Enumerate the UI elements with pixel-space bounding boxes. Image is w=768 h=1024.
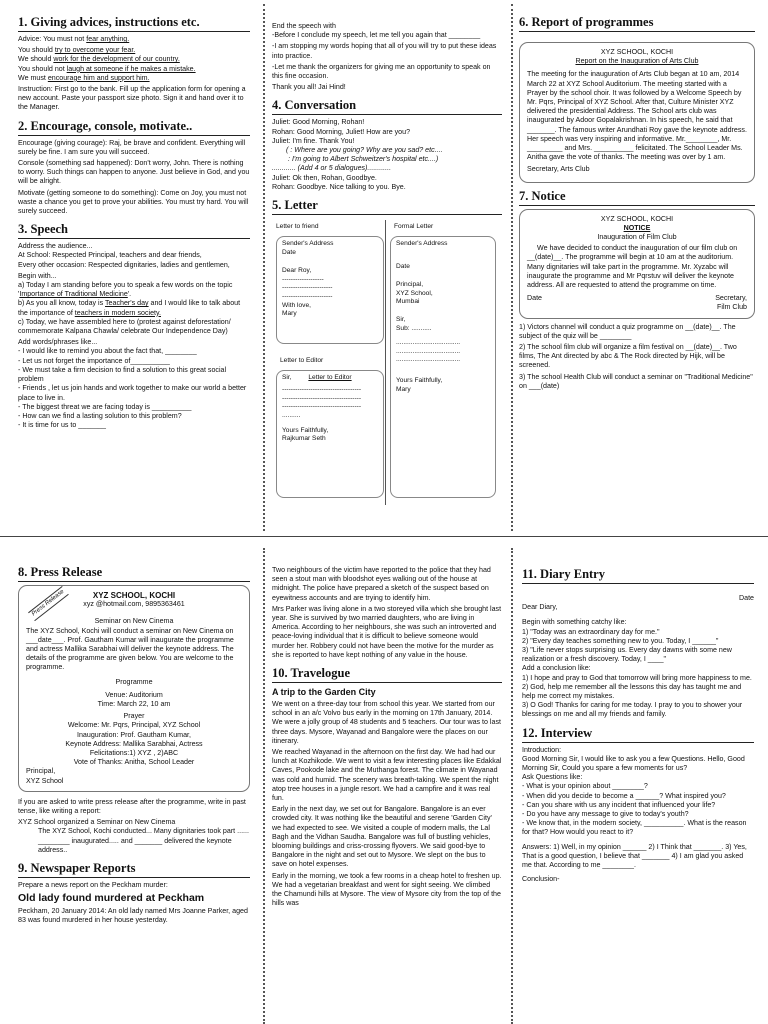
letter-formats [272, 218, 502, 508]
notice-signature: Secretary, Film Club [715, 294, 747, 312]
friend-letter-box [276, 236, 384, 344]
advice-line: We should work for the development of our country. [18, 55, 180, 64]
dialogue-line: : I'm going to Albert Schweitzer's hospital etc....) [288, 155, 439, 164]
notice-body: We have decided to conduct the inauguration of our film club on __(date)__. The programme will begin at 10 am at the auditorium. Many dignitaries will take part in the programme. Mr. Xyzabc will inaugurate the programme and Mr Pqrstuv will deliver the keynote address. All are requested to attend the programme on time. [527, 244, 738, 290]
section-title: 9. Newspaper Reports [18, 860, 250, 878]
paragraph: Ask Questions like: [522, 773, 583, 782]
press-signature: XYZ School [26, 776, 64, 785]
list-item: - Friends , let us join hands and work together to make our world a better place to live in. [18, 384, 247, 402]
paragraph: Begin with... [18, 271, 57, 280]
report-body: The meeting for the inauguration of Arts Club began at 10 am, 2014 March 22 at XYZ School Auditorium. The meeting started with a Prayer by the school choir. It was followed by a Welcome Speech by Mr. Pqrs, Principal of XYZ School. After that, Culture Minister XYZ delivered the presidential Address. The School arts club was inaugurated by Adoor Gopalakrishnan. In his speech, he said that _______. The famous writer Arundhati Roy gave the keynote address. Her speech was very inspiring and informative. Mr.________, Mr. _________ and Mrs. __________ felicitated. The School Leader Ms. Anitha gave the vote of thanks. The meeting was over by 1 am. [527, 70, 747, 162]
list-item: - I would like to remind you about the fact that, ________ [18, 347, 197, 356]
programme-item: Keynote Address: Mallika Sarabhai, Actress [65, 739, 203, 748]
list-item: 1) "Today was an extraordinary day for me." [522, 627, 660, 636]
advice-line: We must encourage him and support him. [18, 73, 150, 82]
list-item: 1) I hope and pray to God that tomorrow will bring more happiness to me. [522, 673, 752, 682]
column-divider [263, 4, 265, 531]
school-contact: xyz @hotmail.com, 9895363461 [83, 600, 185, 609]
letter-line: Yours Faithfully, [396, 376, 443, 384]
section-title: 3. Speech [18, 221, 250, 239]
advice-line: Advice: You must not fear anything. [18, 35, 130, 43]
letter-line: Mary [282, 310, 297, 318]
list-item: - We must take a firm decision to find a solution to this great social problem [18, 365, 227, 384]
letter-line: Letter to Editor [308, 373, 352, 381]
notice-heading: NOTICE [623, 223, 651, 232]
paragraph: XYZ School organized a Seminar on New Cinema [18, 818, 176, 827]
letter-line: Sender's Address [396, 240, 448, 248]
diary-greeting: Dear Diary, [522, 603, 558, 612]
section-title: 12. Interview [522, 725, 754, 743]
column-divider [263, 548, 265, 1024]
paragraph: The XYZ School, Kochi conducted... Many dignitaries took part ...... ________ inaugurated..... and _______ delivered the keynote address.. [38, 827, 249, 854]
paragraph: Add a conclusion like: [522, 664, 591, 673]
section-title: 2. Encourage, console, motivate.. [18, 118, 250, 136]
paragraph: -Before I conclude my speech, let me tell you again that ________ [272, 31, 481, 40]
letter-line: ------------------------------------ [282, 386, 362, 394]
paragraph: Console (something sad happened): Don't worry, John. There is nothing to worry. Such things can happen to anyone. Just believe in God, and you will be alright. [18, 159, 250, 186]
column-divider [511, 4, 513, 531]
list-item: - Let us not forget the importance of__________ [18, 356, 170, 365]
formal-letter-box [390, 236, 496, 498]
press-signature: Principal, [26, 767, 56, 776]
letter-line: ----------------------- [282, 293, 333, 301]
letter-line: ................................... [396, 356, 461, 364]
paragraph: Motivate (getting someone to do something): Come on Joy, you must not waste a chance you get to prove your abilities. You must try hard. You will surely succeed. [18, 188, 249, 216]
press-body: The XYZ School, Kochi will conduct a seminar on New Cinema on ___date___. Prof. Gautham Kumar will inaugurate the programme and actress Mallika Sarabhai will deliver the keynote address. The details of the programme are given below. You are welcome to the programme. [26, 626, 234, 672]
letter-line: With love, [282, 301, 311, 309]
letter-line: Dear Roy, [282, 267, 312, 275]
list-item: - When did you decide to become a ______? What inspired you? [522, 791, 726, 800]
notice-box [519, 209, 755, 319]
list-item: 3) "Life never stops surprising us. Every day dawns with some new realization or a fresh discovery. Today, I ____" [522, 646, 732, 664]
list-item: - How can we find a lasting solution to this problem? [18, 411, 182, 420]
letter-line: .......... [282, 412, 301, 420]
letter-line: XYZ School, [396, 289, 433, 297]
letter-line: Yours Faithfully, [282, 426, 329, 434]
dialogue-line: ............ (Add 4 or 5 dialogues)............ [272, 164, 392, 173]
news-body: Peckham, 20 January 2014: An old lady named Mrs Joanne Parker, aged 83 was found murdered in her house yesterday. [18, 907, 248, 925]
report-title: Report on the Inauguration of Arts Club [575, 57, 699, 66]
letter-line: ----------------------- [282, 284, 333, 292]
list-item: - It is time for us to _______ [18, 421, 106, 430]
letter-line: Sender's Address [282, 240, 334, 248]
programme-item: Venue: Auditorium [105, 690, 163, 699]
seminar-title: Seminar on New Cinema [94, 617, 174, 626]
advice-line: You should try to overcome your fear. [18, 46, 136, 55]
letter-line: Sub: ........... [396, 324, 432, 332]
editor-letter-box [276, 370, 384, 498]
dialogue-line: Juliet: Ok then, Rohan, Goodbye. [272, 173, 377, 182]
travelogue-paragraph: Early in the morning, we took a few rooms in a cheap hotel to freshen up. We had a vegetarian breakfast and went for sight seeing. We climbed the Chamundi hills at Mysore. The view of Mysore city from the top of the hills was [272, 871, 502, 908]
paragraph: If you are asked to write press release after the programme, write in past tense, like writing a report: [18, 797, 246, 816]
paragraph: Introduction: [522, 745, 562, 754]
notice-footer [527, 294, 747, 312]
dialogue-line: Rohan: Goodbye. Nice talking to you. Bye. [272, 182, 406, 191]
travelogue-paragraph: We went on a three-day tour from school this year. We started from our school in an a/c Volvo bus early in the morning on 17th January, 2014. We were a jolly group of 48 students and 5 teachers. Our tour was to last three days. Mysore, Wayanad and Bangalore were the places on our itinerary. [272, 700, 501, 745]
notice-example: 1) Victors channel will conduct a quiz programme on __(date)__. The subject of the quiz will be ________ [519, 322, 736, 340]
list-item: 2) "Every day teaches something new to you. Today, I ______" [522, 636, 719, 645]
paragraph: c) Today, we have assembled here to (protest against deforestation/ commemorate Kalpana Chawla/ celebrate Our Independence Day) [18, 317, 231, 336]
section-title: 8. Press Release [18, 564, 250, 582]
section-title: 7. Notice [519, 188, 755, 206]
programme-item: Prayer [123, 712, 145, 721]
paragraph: Address the audience... [18, 242, 93, 251]
letter-line: Rajkumar Seth [282, 435, 326, 443]
report-signature: Secretary, Arts Club [527, 165, 590, 174]
letter-line: Mumbai [396, 298, 420, 306]
paragraph: Begin with something catchy like: [522, 618, 627, 627]
letter-line: Sir, [396, 316, 406, 324]
letter-to-friend-label: Letter to friend [276, 223, 319, 231]
list-item: - The biggest threat we are facing today is __________ [18, 402, 192, 411]
section-title: 11. Diary Entry [522, 566, 754, 584]
school-name: XYZ SCHOOL, KOCHI [92, 591, 176, 600]
section-title: 1. Giving advices, instructions etc. [18, 14, 250, 32]
paragraph: Answers: 1) Well, in my opinion ______ 2) I Think that _______. 3) Yes, That is a good question, I believe that _______ 4) I am glad you asked me that. According to me ________. [522, 842, 747, 870]
top-right-column [519, 14, 755, 532]
letter-line: Mary [396, 385, 411, 393]
bottom-middle-column [272, 566, 502, 1024]
notice-example: 3) The school Health Club will conduct a seminar on "Traditional Medicine" on ___(date) [519, 372, 753, 390]
paragraph: a) Today I am standing before you to speak a few words on the topic 'Importance of Traditional Medicine'. [18, 281, 233, 299]
report-box [519, 42, 755, 183]
letter-line: ------------------------------------ [282, 403, 362, 411]
letter-to-editor-label: Letter to Editor [280, 357, 324, 365]
list-item: 3) O God! Thanks for caring for me today. I pray to you to shower your blessings on me and all my friends and family. [522, 701, 743, 719]
paragraph: End the speech with [272, 22, 336, 30]
travelogue-paragraph: We reached Wayanad in the afternoon on the first day. We had had our lunch at Kozhikode. We went to visit a few interesting places like Edakkal Caves, Pookode lake and the Muthanga forest. The climate in Wayanad was cold and humid. The scenery was breath-taking. We spent the night atop tree houses in a jungle resort. We had a campfire and it was real fun. [272, 748, 502, 803]
dialogue-line: Rohan: Good Morning, Juliet! How are you? [272, 127, 411, 136]
list-item: - Can you share with us any incident that influenced your life? [522, 800, 716, 809]
news-body: Two neighbours of the victim have reported to the police that they had seen a stout man with bloodshot eyes walking out of the house at midnight. The police have prepared a sketch of the suspect based on eyewitness accounts and are trying to identify him. [272, 566, 491, 602]
notice-subject: Inauguration of Film Club [597, 233, 677, 242]
formal-letter-label: Formal Letter [394, 223, 434, 231]
letter-line: ................................... [396, 347, 461, 355]
bottom-left-column [18, 564, 250, 1024]
top-middle-column [272, 22, 502, 532]
column-divider [511, 548, 513, 1024]
programme-item: Vote of Thanks: Anitha, School Leader [73, 758, 195, 767]
list-item: - Do you have any message to give to today's youth? [522, 810, 689, 819]
news-headline: Old lady found murdered at Peckham [18, 892, 205, 905]
travelogue-paragraph: Early in the next day, we set out for Bangalore. Bangalore is an ever crowded city. It was nothing like the beautiful and serene 'Garden City' we had expected to see. We visited a couple of modern malls, the Lal Bagh and the Vidhan Saudha. Bangalore was full of bustling vehicles, blooming buildings and criss-crossing flyovers. We said good-bye to Bangalore in the night and set out to Mysore. We slept on the bus to save on hotel expenses. [272, 805, 492, 869]
bottom-right-column [522, 566, 754, 1024]
letter-line: ------------------- [282, 275, 324, 283]
list-item: - We know that, in the modern society, __________. What is the reason for that? How would you react to it? [522, 819, 747, 837]
school-name: XYZ SCHOOL, KOCHI [600, 48, 674, 56]
page-divider [0, 536, 768, 537]
paragraph: At School: Respected Principal, teachers and dear friends, [18, 251, 202, 260]
letter-divider [385, 220, 386, 505]
dialogue-line: Juliet: I'm fine. Thank You! [272, 136, 355, 145]
paragraph: Add words/phrases like... [18, 338, 98, 347]
programme-heading: Programme [115, 677, 153, 686]
paragraph: Good Morning Sir, I would like to ask you a few Questions. Hello, Good Morning Sir, Could you spare a few moments for us? [522, 754, 745, 773]
letter-line: Date [396, 262, 410, 270]
paragraph: -I am stopping my words hoping that all of you will try to put these ideas into practice. [272, 42, 497, 60]
section-title: 10. Travelogue [272, 665, 502, 683]
diary-date: Date [739, 594, 754, 602]
notice-date: Date [527, 294, 542, 303]
paragraph: Conclusion- [522, 875, 560, 884]
news-body: Mrs Parker was living alone in a two storeyed villa which she brought last year. She is survived by two married daughters, who are living in America. According to her neighbours, she was such an introverted and peace-loving individual that it is difficult to believe someone would murder her. Robbery could not have been the motive for the murder as she is reported to have kept nothing of any value in the house. [272, 604, 502, 659]
list-item: 2) God, help me remember all the lessons this day has taught me and help me correct my mistakes. [522, 682, 742, 701]
paragraph: Prepare a news report on the Peckham murder: [18, 881, 168, 890]
programme-item: Inauguration: Prof. Gautham Kumar, [77, 730, 191, 739]
paragraph: b) As you all know, today is Teacher's day and I would like to talk about the importance of teachers in modern society. [18, 299, 241, 317]
press-release-box [18, 585, 250, 792]
dialogue-line: Juliet: Good Morning, Rohan! [272, 118, 365, 127]
letter-line: Date [282, 248, 296, 256]
paragraph: Encourage (giving courage): Raj, be brave and confident. Everything will surely be fine. I am sure you will succeed. [18, 138, 246, 156]
letter-line: ------------------------------------ [282, 394, 362, 402]
section-title: 6. Report of programmes [519, 14, 755, 32]
notice-example: 2) The school film club will organize a film festival on __(date)__. Two films, The Ant directed by abc & The Rock directed by Hijk, will be screened. [519, 343, 737, 370]
section-title: 5. Letter [272, 197, 502, 215]
paragraph: -Let me thank the organizers for giving me an opportunity to speak on this fine occasion. [272, 62, 491, 81]
dialogue-line: ( : Where are you going? Why are you sad? etc.... [286, 146, 443, 155]
programme-item: Time: March 22, 10 am [97, 700, 171, 709]
letter-line: Sir, [282, 374, 292, 382]
programme-item: Welcome: Mr. Pqrs, Principal, XYZ School [67, 721, 201, 730]
instruction-text: Instruction: First go to the bank. Fill up the application form for opening a new account. Paste your passport size photo. Sign it and hand over it to the Manager. [18, 85, 246, 112]
letter-line: Principal, [396, 281, 424, 289]
list-item: - What is your opinion about ________? [522, 782, 648, 791]
school-name: XYZ SCHOOL, KOCHI [600, 214, 674, 223]
programme-item: Felicitations:1) XYZ , 2)ABC [89, 749, 179, 758]
press-release-stamp: Press Release [28, 586, 69, 621]
letter-line: ................................... [396, 339, 461, 347]
section-title: 4. Conversation [272, 97, 502, 115]
top-left-column [18, 14, 250, 532]
travelogue-title: A trip to the Garden City [272, 687, 376, 698]
paragraph: Thank you all! Jai Hind! [272, 83, 346, 92]
paragraph: Every other occasion: Respected dignitaries, ladies and gentlemen, [18, 260, 230, 269]
advice-line: You should not laugh at someone if he makes a mistake. [18, 64, 196, 73]
